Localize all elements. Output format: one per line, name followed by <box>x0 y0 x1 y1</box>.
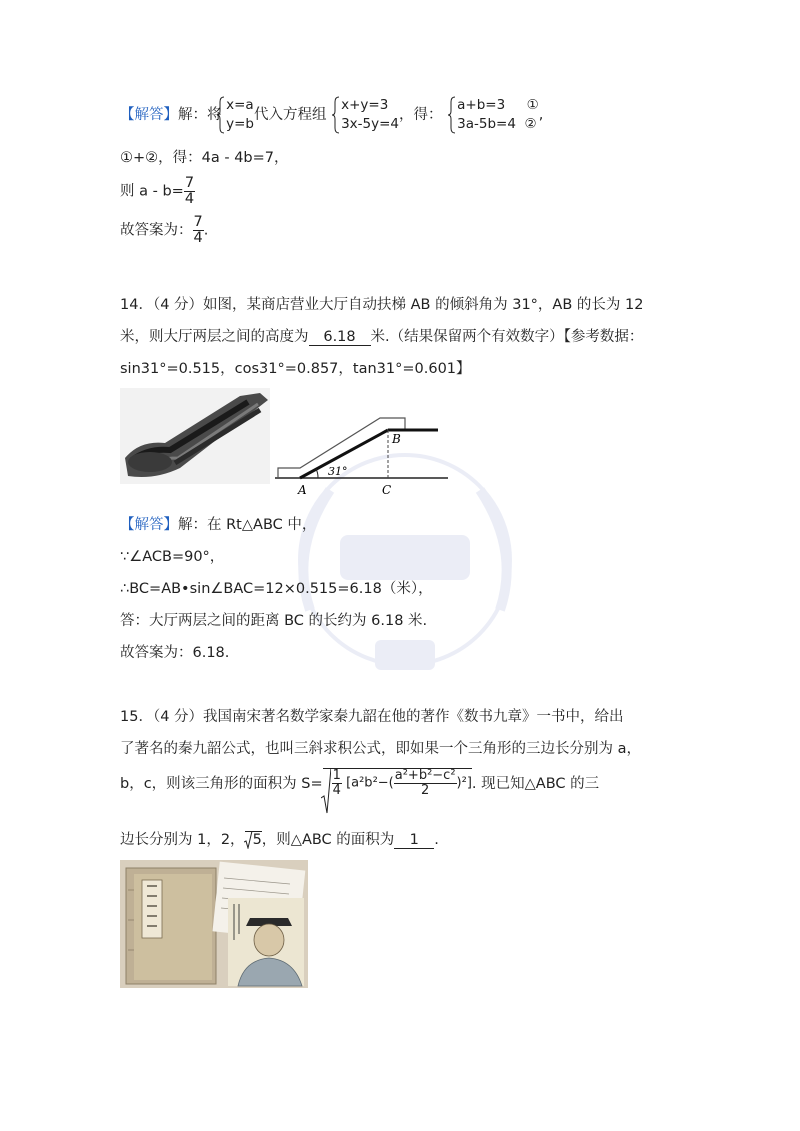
solution-tag: 【解答】 <box>120 517 178 533</box>
sub-eq2: y=b <box>226 116 254 132</box>
fraction-seven-fourths: $\frac{7}{4}$ <box>184 175 195 208</box>
heron-formula <box>323 768 472 797</box>
q15-question-line3 <box>120 768 599 797</box>
brace-icon <box>448 96 456 134</box>
q15-question-line1: 15．（4 分）我国南宋著名数学家秦九韶在他的著作《数书九章》一书中，给出 <box>120 709 624 725</box>
angle-label: 31° <box>328 465 348 478</box>
line4-mid: ，则△ABC 的面积为 <box>261 832 395 848</box>
q15-question-line2: 了著名的秦九韶公式，也叫三斜求积公式，即如果一个三角形的三边长分别为 a， <box>120 741 641 757</box>
solution-tag: 【解答】 <box>120 107 178 123</box>
formula-tail: )²] <box>456 775 472 791</box>
substitution-system <box>226 96 254 134</box>
circled-two: ② <box>524 116 537 132</box>
one-quarter: $\frac{1}{4}$ <box>332 768 341 798</box>
q14-solution-line3: ∴BC=AB•sin∠BAC=12×0.515=6.18（米）， <box>120 581 433 597</box>
equation-system <box>341 96 399 134</box>
fraction-seven-fourths-answer: $\frac{7}{4}$ <box>193 214 203 247</box>
q13-solution-line2: ①+②，得：4a - 4b=7， <box>120 150 289 166</box>
line2-prefix: 米，则大厅两层之间的高度为 <box>120 329 309 345</box>
line3-prefix: 则 a - b= <box>120 183 184 200</box>
escalator-photo <box>120 388 270 484</box>
answer-blank: 6.18 <box>309 329 371 346</box>
q14-question-line2 <box>120 325 643 346</box>
q15-question-line4: 边长分别为 1，2， 5，则△ABC 的面积为 1 . <box>120 832 439 848</box>
line2-suffix: 米.（结果保留两个有效数字）【参考数据： <box>370 329 644 345</box>
sqrt-icon <box>244 831 253 849</box>
formula-inner: [a²b²−( <box>346 775 394 791</box>
q14-solution-line1 <box>120 513 316 534</box>
q14-solution-line4: 答：大厅两层之间的距离 BC 的长约为 6.18 米. <box>120 613 428 629</box>
solution-get: ，得： <box>399 107 443 123</box>
label-C: C <box>382 483 392 497</box>
q14-solution-line2: ∵∠ACB=90°， <box>120 549 225 565</box>
q14-question-line3: sin31°=0.515，cos31°=0.857，tan31°=0.601】 <box>120 361 471 377</box>
angle-arc <box>316 469 318 478</box>
formula-fraction: $\frac{\text{a²+b²−c²}}{2}$ <box>394 768 456 798</box>
sqrt-five: 5 <box>245 831 262 848</box>
q13-solution-line1: 【解答】解：将 x=a y=b 代入方程组 x+y=3 3x-5y=4 ，得： a+b=3 ① 3a-5b=4 ② , <box>120 97 544 132</box>
res-eq1: a+b=3 <box>457 97 506 113</box>
q14-question-line1: 14．（4 分）如图，某商店营业大厅自动扶梯 AB 的倾斜角为 31°，AB 的长为 12 <box>120 297 644 313</box>
book-portrait-photo <box>120 860 308 988</box>
line3-prefix: b，c，则该三角形的面积为 S= <box>120 776 323 793</box>
q13-solution-line3 <box>120 176 195 207</box>
label-A: A <box>298 483 307 497</box>
solution-mid: 代入方程组 <box>253 107 327 123</box>
escalator-diagram <box>270 412 450 498</box>
line4-prefix: 边长分别为 1，2， <box>120 832 245 848</box>
answer-blank: 1 <box>394 832 434 849</box>
brace-icon <box>217 96 225 134</box>
solution-text: 解：在 Rt△ABC 中， <box>178 517 317 533</box>
res-eq2: 3a-5b=4 <box>457 116 516 132</box>
q13-solution-line4: 故答案为： $\frac{7}{4}$ . <box>120 214 209 247</box>
q14-solution-line5: 故答案为：6.18. <box>120 645 230 661</box>
sys-eq1: x+y=3 <box>341 97 389 113</box>
sqrt-icon <box>321 768 331 814</box>
line3-suffix: . 现已知△ABC 的三 <box>471 776 600 793</box>
label-B: B <box>392 432 401 446</box>
line4-prefix: 故答案为： <box>120 222 193 239</box>
brace-icon <box>332 96 340 134</box>
result-system <box>457 96 539 134</box>
circled-one: ① <box>526 97 539 113</box>
sys-eq2: 3x-5y=4 <box>341 116 400 132</box>
solution-prefix: 解：将 <box>178 107 222 123</box>
sub-eq1: x=a <box>226 97 254 113</box>
